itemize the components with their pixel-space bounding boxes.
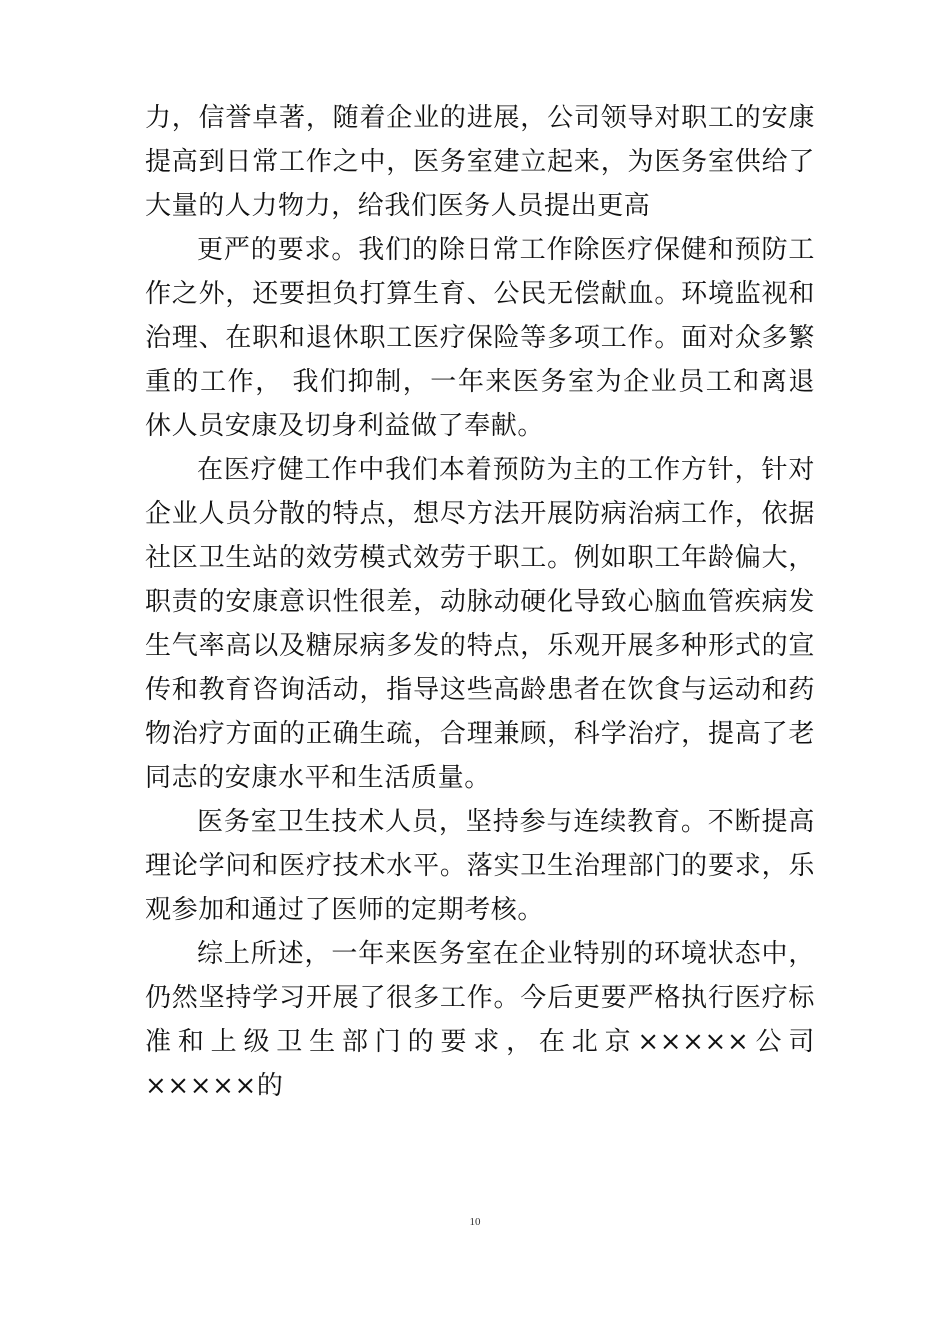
paragraph-4: 医务室卫生技术人员，坚持参与连续教育。不断提高理论学问和医疗技术水平。落实卫生治理部门的要求，乐观参加和通过了医师的定期考核。 [145, 807, 815, 925]
paragraph-2: 更严的要求。我们的除日常工作除医疗保健和预防工作之外，还要担负打算生育、公民无偿献血。环境监视和治理、在职和退休职工医疗保险等多项工作。面对众多繁重的工作， 我们抑制，一年来医务室为企业员工和离退休人员安康及切身利益做了奉献。 [145, 235, 815, 441]
paragraph-1: 力，信誉卓著，随着企业的进展，公司领导对职工的安康提高到日常工作之中，医务室建立起来，为医务室供给了大量的人力物力，给我们医务人员提出更高 [145, 103, 815, 221]
body-text [145, 96, 815, 1108]
page-number: 10 [469, 1216, 481, 1228]
paragraph-5: 综上所述，一年来医务室在企业特别的环境状态中，仍然坚持学习开展了很多工作。今后更要严格执行医疗标准和上级卫生部门的要求，在北京×××××公司×××××的 [145, 939, 815, 1101]
paragraph-3: 在医疗健工作中我们本着预防为主的工作方针，针对企业人员分散的特点，想尽方法开展防病治病工作，依据社区卫生站的效劳模式效劳于职工。例如职工年龄偏大，职责的安康意识性很差，动脉动硬化导致心脑血管疾病发生气率高以及糖尿病多发的特点，乐观开展多种形式的宣传和教育咨询活动，指导这些高龄患者在饮食与运动和药物治疗方面的正确生疏，合理兼顾，科学治疗，提高了老同志的安康水平和生活质量。 [145, 455, 815, 793]
